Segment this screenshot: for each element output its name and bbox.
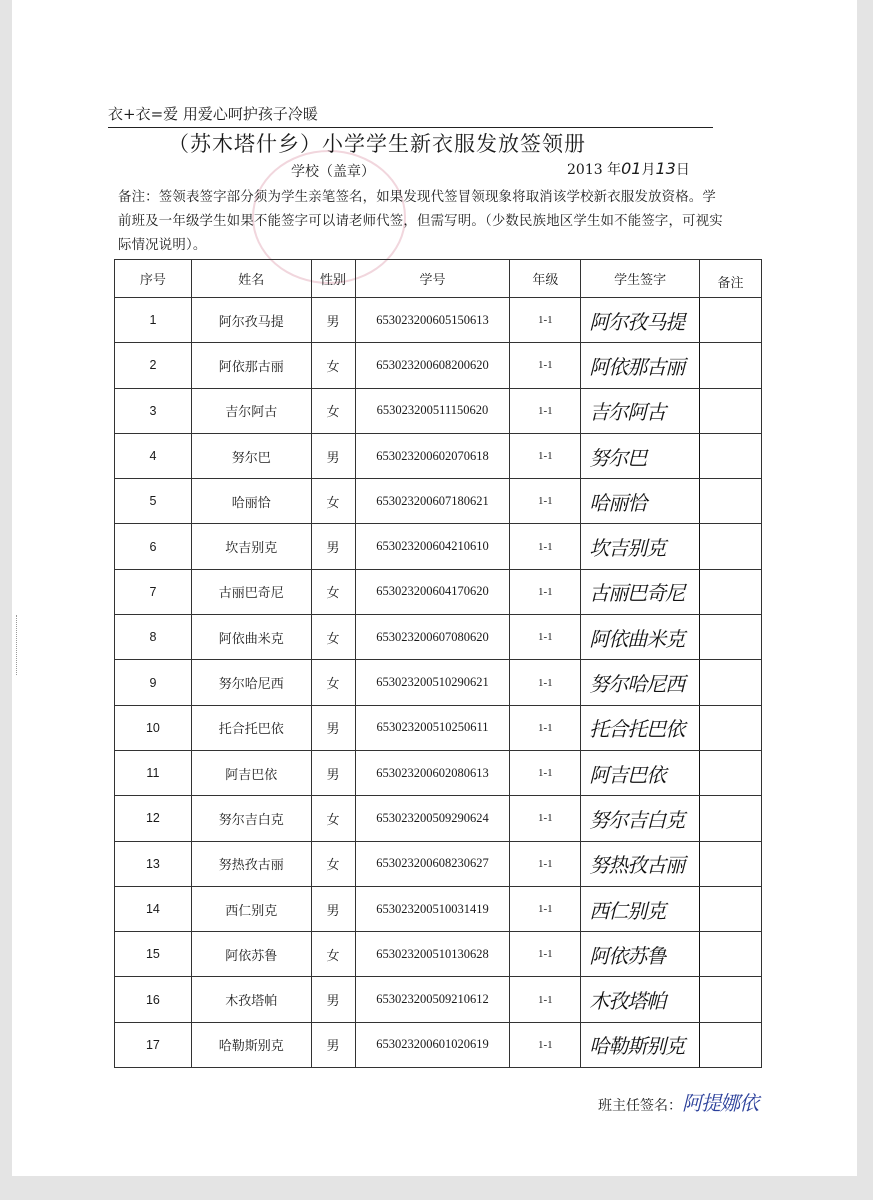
student-id: 653023200604170620 xyxy=(355,569,510,614)
row-number: 7 xyxy=(115,569,192,614)
student-sex: 女 xyxy=(311,479,355,524)
student-sex: 女 xyxy=(311,615,355,660)
row-number: 14 xyxy=(115,886,192,931)
student-signature: 阿吉巴依 xyxy=(581,750,700,795)
remark-cell xyxy=(700,615,762,660)
remark-cell xyxy=(700,796,762,841)
remark-cell xyxy=(700,569,762,614)
student-signature: 吉尔阿古 xyxy=(581,388,700,433)
table-row xyxy=(115,705,762,750)
table-row xyxy=(115,750,762,795)
motto-line: 衣+衣=爱 用爱心呵护孩子冷暖 xyxy=(108,103,713,128)
table-row xyxy=(115,932,762,977)
table-row xyxy=(115,796,762,841)
col-header-sign: 学生签字 xyxy=(581,260,700,298)
student-signature: 努尔巴 xyxy=(581,433,700,478)
remark-cell xyxy=(700,343,762,388)
table-row xyxy=(115,343,762,388)
student-signature: 哈丽恰 xyxy=(581,479,700,524)
student-id: 653023200601020619 xyxy=(355,1022,510,1067)
student-sex: 女 xyxy=(311,569,355,614)
student-id: 653023200608200620 xyxy=(355,343,510,388)
remark-cell xyxy=(700,932,762,977)
row-number: 11 xyxy=(115,750,192,795)
remark-cell xyxy=(700,433,762,478)
date-year: 2013 xyxy=(567,162,603,178)
student-grade: 1-1 xyxy=(510,569,581,614)
school-seal-label: 学校（盖章） xyxy=(291,164,375,180)
table-row xyxy=(115,1022,762,1067)
student-name: 古丽巴奇尼 xyxy=(191,569,311,614)
student-grade: 1-1 xyxy=(510,479,581,524)
table-row xyxy=(115,298,762,343)
remark-note: 备注：签领表签字部分须为学生亲笔签名，如果发现代签冒领现象将取消该学校新衣服发放资格。学前班及一年级学生如果不能签字可以请老师代签，但需写明。（少数民族地区学生如不能签字，可视实际情况说明）。 xyxy=(118,190,723,253)
student-name: 努热孜古丽 xyxy=(191,841,311,886)
student-id: 653023200510130628 xyxy=(355,932,510,977)
student-sex: 女 xyxy=(311,932,355,977)
student-name: 阿吉巴依 xyxy=(191,750,311,795)
row-number: 15 xyxy=(115,932,192,977)
row-number: 6 xyxy=(115,524,192,569)
table-row xyxy=(115,886,762,931)
student-id: 653023200509290624 xyxy=(355,796,510,841)
table-row xyxy=(115,569,762,614)
row-number: 1 xyxy=(115,298,192,343)
row-number: 8 xyxy=(115,615,192,660)
table-row xyxy=(115,841,762,886)
student-signature: 阿依苏鲁 xyxy=(581,932,700,977)
date-day-char: 日 xyxy=(675,162,690,178)
student-name: 哈丽恰 xyxy=(191,479,311,524)
student-name: 阿尔孜马提 xyxy=(191,298,311,343)
remark-cell xyxy=(700,1022,762,1067)
student-name: 哈勒斯别克 xyxy=(191,1022,311,1067)
student-grade: 1-1 xyxy=(510,705,581,750)
student-grade: 1-1 xyxy=(510,841,581,886)
student-signature: 托合托巴依 xyxy=(581,705,700,750)
student-grade: 1-1 xyxy=(510,977,581,1022)
student-grade: 1-1 xyxy=(510,932,581,977)
student-name: 吉尔阿古 xyxy=(191,388,311,433)
student-sex: 男 xyxy=(311,524,355,569)
row-number: 3 xyxy=(115,388,192,433)
date-day: 13 xyxy=(655,159,676,178)
row-number: 2 xyxy=(115,343,192,388)
student-id: 653023200511150620 xyxy=(355,388,510,433)
student-grade: 1-1 xyxy=(510,433,581,478)
remark-cell xyxy=(700,660,762,705)
student-signature: 木孜塔帕 xyxy=(581,977,700,1022)
student-sex: 男 xyxy=(311,977,355,1022)
table-row xyxy=(115,660,762,705)
student-name: 托合托巴依 xyxy=(191,705,311,750)
margin-mark xyxy=(16,615,23,675)
table-row xyxy=(115,977,762,1022)
table-row xyxy=(115,524,762,569)
student-signature: 阿依曲米克 xyxy=(581,615,700,660)
student-name: 努尔哈尼西 xyxy=(191,660,311,705)
student-id: 653023200607080620 xyxy=(355,615,510,660)
student-grade: 1-1 xyxy=(510,796,581,841)
row-number: 9 xyxy=(115,660,192,705)
col-header-name: 姓名 xyxy=(191,260,311,298)
student-name: 西仁别克 xyxy=(191,886,311,931)
table-row xyxy=(115,479,762,524)
date-month-char: 月 xyxy=(641,162,656,178)
student-sex: 女 xyxy=(311,343,355,388)
remark-cell xyxy=(700,841,762,886)
student-name: 坎吉别克 xyxy=(191,524,311,569)
table-header-row xyxy=(115,260,762,298)
student-signature: 哈勒斯别克 xyxy=(581,1022,700,1067)
remark-cell xyxy=(700,886,762,931)
student-signature: 古丽巴奇尼 xyxy=(581,569,700,614)
student-id: 653023200510290621 xyxy=(355,660,510,705)
student-name: 努尔巴 xyxy=(191,433,311,478)
student-name: 木孜塔帕 xyxy=(191,977,311,1022)
teacher-signature: 阿提娜依 xyxy=(682,1091,758,1115)
student-id: 653023200602080613 xyxy=(355,750,510,795)
col-header-grade: 年级 xyxy=(510,260,581,298)
row-number: 16 xyxy=(115,977,192,1022)
remark-cell xyxy=(700,524,762,569)
student-sex: 女 xyxy=(311,388,355,433)
student-name: 阿依曲米克 xyxy=(191,615,311,660)
student-id: 653023200602070618 xyxy=(355,433,510,478)
student-signature: 阿依那古丽 xyxy=(581,343,700,388)
teacher-signature-line xyxy=(598,1087,758,1116)
row-number: 12 xyxy=(115,796,192,841)
student-id: 653023200607180621 xyxy=(355,479,510,524)
remark-cell xyxy=(700,750,762,795)
student-signature: 努热孜古丽 xyxy=(581,841,700,886)
student-signature: 努尔吉白克 xyxy=(581,796,700,841)
sign-table xyxy=(114,259,762,1068)
student-signature: 努尔哈尼西 xyxy=(581,660,700,705)
student-sex: 女 xyxy=(311,796,355,841)
table-row xyxy=(115,615,762,660)
student-sex: 男 xyxy=(311,705,355,750)
col-header-sex: 性别 xyxy=(311,260,355,298)
student-signature: 坎吉别克 xyxy=(581,524,700,569)
student-id: 653023200509210612 xyxy=(355,977,510,1022)
student-grade: 1-1 xyxy=(510,343,581,388)
remark-cell xyxy=(700,298,762,343)
student-sex: 男 xyxy=(311,1022,355,1067)
row-number: 17 xyxy=(115,1022,192,1067)
row-number: 10 xyxy=(115,705,192,750)
teacher-signature-label: 班主任签名： xyxy=(598,1098,682,1114)
student-id: 653023200510250611 xyxy=(355,705,510,750)
student-grade: 1-1 xyxy=(510,750,581,795)
student-grade: 1-1 xyxy=(510,298,581,343)
row-number: 13 xyxy=(115,841,192,886)
col-header-remark: 备注 xyxy=(700,260,762,298)
col-header-no: 序号 xyxy=(115,260,192,298)
remark-cell xyxy=(700,977,762,1022)
student-id: 653023200510031419 xyxy=(355,886,510,931)
student-sex: 女 xyxy=(311,660,355,705)
row-number: 4 xyxy=(115,433,192,478)
remark-cell xyxy=(700,388,762,433)
student-grade: 1-1 xyxy=(510,1022,581,1067)
student-grade: 1-1 xyxy=(510,886,581,931)
row-number: 5 xyxy=(115,479,192,524)
student-name: 阿依那古丽 xyxy=(191,343,311,388)
student-grade: 1-1 xyxy=(510,660,581,705)
student-grade: 1-1 xyxy=(510,615,581,660)
table-row xyxy=(115,388,762,433)
date-month: 01 xyxy=(621,159,642,178)
student-sex: 男 xyxy=(311,298,355,343)
student-id: 653023200608230627 xyxy=(355,841,510,886)
student-sex: 男 xyxy=(311,750,355,795)
student-sex: 男 xyxy=(311,433,355,478)
student-grade: 1-1 xyxy=(510,524,581,569)
remark-cell xyxy=(700,705,762,750)
remark-cell xyxy=(700,479,762,524)
student-sex: 男 xyxy=(311,886,355,931)
student-sex: 女 xyxy=(311,841,355,886)
student-name: 努尔吉白克 xyxy=(191,796,311,841)
student-signature: 西仁别克 xyxy=(581,886,700,931)
date-line xyxy=(567,159,690,179)
student-id: 653023200604210610 xyxy=(355,524,510,569)
student-signature: 阿尔孜马提 xyxy=(581,298,700,343)
date-year-char: 年 xyxy=(607,162,622,178)
table-row xyxy=(115,433,762,478)
student-id: 653023200605150613 xyxy=(355,298,510,343)
student-grade: 1-1 xyxy=(510,388,581,433)
page-title: （苏木塔什乡）小学学生新衣服发放签领册 xyxy=(168,132,586,156)
student-name: 阿依苏鲁 xyxy=(191,932,311,977)
col-header-sid: 学号 xyxy=(355,260,510,298)
